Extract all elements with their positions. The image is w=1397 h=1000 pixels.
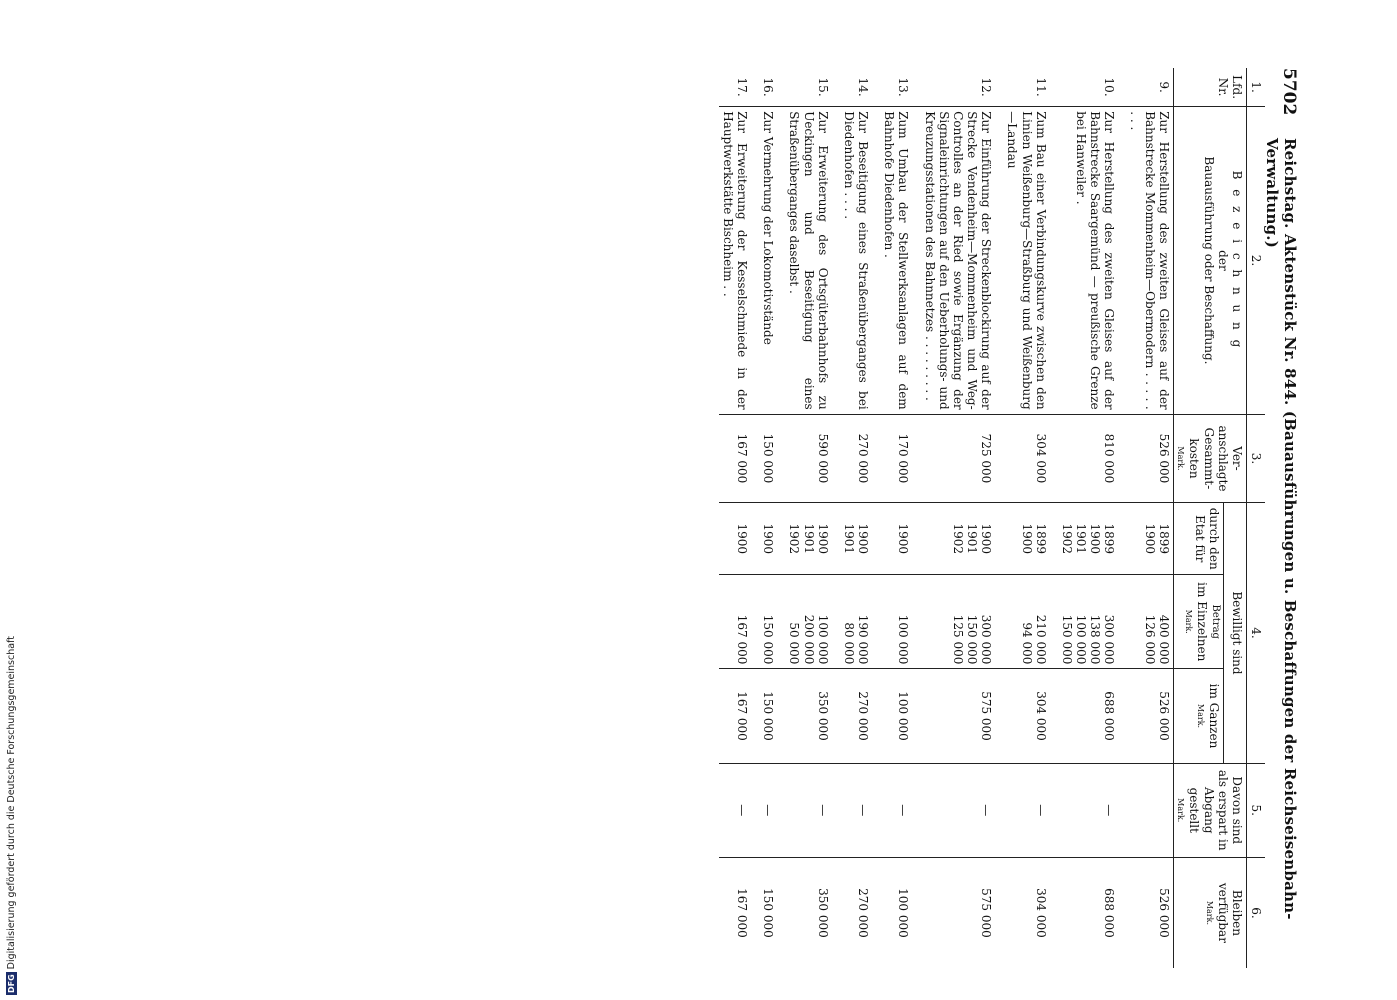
table-row bbox=[1003, 68, 1057, 968]
row-erspart: — bbox=[920, 763, 1003, 857]
row-verfuegbar: 350 000 bbox=[785, 857, 839, 968]
row-number: 14. bbox=[856, 77, 871, 97]
etat-year: 1900 bbox=[896, 523, 911, 554]
einzel-betrag: 80 000 bbox=[841, 622, 856, 665]
row-einzelnen bbox=[759, 575, 785, 669]
row-etat-years bbox=[920, 503, 1003, 575]
einzel-betrag: 300 000 bbox=[979, 614, 994, 665]
page-header bbox=[1265, 68, 1305, 968]
table-row bbox=[920, 68, 1003, 968]
col-number-4: 4. bbox=[1246, 503, 1265, 763]
etat-year: 1900 bbox=[735, 523, 750, 554]
header-verfuegbar: Bleiben verfügbar Mark. bbox=[1173, 857, 1246, 968]
einzel-betrag: 190 000 bbox=[856, 614, 871, 665]
row-verfuegbar: 526 000 bbox=[1126, 857, 1173, 968]
row-description: Zur Vermehrung der Lokomotivstände bbox=[759, 107, 785, 414]
row-einzelnen bbox=[1058, 575, 1127, 669]
row-ganzen: 350 000 bbox=[785, 669, 839, 763]
etat-year: 1900 bbox=[815, 523, 830, 554]
row-description: Zur Herstellung des zweiten Gleises auf der Bahnstrecke Mommenheim—Obermodern . . . . . . . . bbox=[1126, 107, 1173, 414]
row-number: 13. bbox=[896, 77, 911, 97]
row-ganzen: 526 000 bbox=[1126, 669, 1173, 763]
row-etat-years bbox=[840, 503, 880, 575]
einzel-betrag: 150 000 bbox=[965, 614, 980, 665]
header-ganzen: im Ganzen Mark. bbox=[1173, 669, 1223, 763]
row-number: 11. bbox=[1033, 77, 1048, 97]
row-einzelnen bbox=[1126, 575, 1173, 669]
row-erspart: — bbox=[1003, 763, 1057, 857]
table-row bbox=[785, 68, 839, 968]
etat-year: 1899 bbox=[1033, 523, 1048, 554]
header-etat: durch den Etat für bbox=[1173, 503, 1223, 575]
row-ganzen: 304 000 bbox=[1003, 669, 1057, 763]
row-number: 12. bbox=[979, 77, 994, 97]
row-description: Zur Einführung der Streckenblockirung auf der Strecke Vendenheim—Mommenheim und Weg-Controlles an der Ried sowie Ergänzung der Signaleinrichtungen auf den Ueberholungs- und Kreuzungsstationen des Bahnnetzes . . . . . . . . . bbox=[920, 107, 1003, 414]
einzel-betrag: 94 000 bbox=[1019, 622, 1034, 665]
row-ganzen: 575 000 bbox=[920, 669, 1003, 763]
einzel-betrag: 200 000 bbox=[801, 614, 816, 665]
row-etat-years bbox=[1003, 503, 1057, 575]
einzel-betrag: 125 000 bbox=[950, 614, 965, 665]
etat-year: 1900 bbox=[856, 523, 871, 554]
rotated-document-page bbox=[80, 68, 1305, 968]
row-description: Zum Bau einer Verbindungskurve zwischen den Linien Weißenburg—Straßburg und Weißenburg—Landau bbox=[1003, 107, 1057, 414]
row-number: 9. bbox=[1156, 81, 1171, 93]
row-einzelnen bbox=[1003, 575, 1057, 669]
row-kosten: 150 000 bbox=[759, 414, 785, 503]
row-description: Zur Erweiterung des Ortsgüterbahnhofs zu Ueckingen und Beseitigung eines Straßenüberganges daselbst . bbox=[785, 107, 839, 414]
einzel-betrag: 100 000 bbox=[815, 614, 830, 665]
einzel-betrag: 150 000 bbox=[761, 614, 776, 665]
row-etat-years bbox=[719, 503, 759, 575]
row-description: Zum Umbau der Stellwerksanlagen auf dem Bahnhofe Diedenhofen . bbox=[880, 107, 920, 414]
row-kosten: 304 000 bbox=[1003, 414, 1057, 503]
etat-year: 1902 bbox=[1059, 523, 1074, 554]
header-lfd-nr: Lfd. Nr. bbox=[1173, 68, 1246, 107]
row-verfuegbar: 167 000 bbox=[719, 857, 759, 968]
credit-text: Digitalisierung gefördert durch die Deutsche Forschungsgemeinschaft bbox=[6, 636, 17, 970]
row-etat-years bbox=[1058, 503, 1127, 575]
row-description: Zur Beseitigung eines Straßenüberganges bei Diedenhofen . . . . bbox=[840, 107, 880, 414]
page-number: 5702 bbox=[1279, 68, 1299, 116]
etat-year: 1900 bbox=[1088, 523, 1103, 554]
row-verfuegbar: 100 000 bbox=[880, 857, 920, 968]
row-verfuegbar: 150 000 bbox=[759, 857, 785, 968]
header-einzelnen: Betrag im Einzelnen Mark. bbox=[1173, 575, 1223, 669]
row-etat-years bbox=[880, 503, 920, 575]
row-ganzen: 270 000 bbox=[840, 669, 880, 763]
col-number-3: 3. bbox=[1246, 414, 1265, 503]
table-row bbox=[1126, 68, 1173, 968]
row-erspart: — bbox=[1058, 763, 1127, 857]
row-ganzen: 150 000 bbox=[759, 669, 785, 763]
einzel-betrag: 300 000 bbox=[1102, 614, 1117, 665]
row-kosten: 270 000 bbox=[840, 414, 880, 503]
row-description: Zur Erweiterung der Kesselschmiede in der Hauptwerkstätte Bischheim . . bbox=[719, 107, 759, 414]
row-erspart: — bbox=[719, 763, 759, 857]
table-row bbox=[759, 68, 785, 968]
col-number-2: 2. bbox=[1246, 107, 1265, 414]
etat-year: 1900 bbox=[1019, 523, 1034, 554]
row-erspart: — bbox=[840, 763, 880, 857]
etat-year: 1900 bbox=[979, 523, 994, 554]
etat-year: 1899 bbox=[1156, 523, 1171, 554]
table-row bbox=[1058, 68, 1127, 968]
row-description: Zur Herstellung des zweiten Gleises auf der Bahnstrecke Saargemünd — preußische Grenze bei Hanweiler . bbox=[1058, 107, 1127, 414]
table-body bbox=[719, 68, 1173, 968]
row-ganzen: 688 000 bbox=[1058, 669, 1127, 763]
einzel-betrag: 126 000 bbox=[1142, 614, 1157, 665]
einzel-betrag: 167 000 bbox=[735, 614, 750, 665]
row-number: 16. bbox=[761, 77, 776, 97]
einzel-betrag: 210 000 bbox=[1033, 614, 1048, 665]
row-verfuegbar: 270 000 bbox=[840, 857, 880, 968]
row-etat-years bbox=[1126, 503, 1173, 575]
etat-year: 1901 bbox=[1074, 523, 1088, 554]
row-verfuegbar: 688 000 bbox=[1058, 857, 1127, 968]
row-etat-years bbox=[785, 503, 839, 575]
row-verfuegbar: 575 000 bbox=[920, 857, 1003, 968]
table-row bbox=[880, 68, 920, 968]
row-kosten: 810 000 bbox=[1058, 414, 1127, 503]
col-number-5: 5. bbox=[1246, 763, 1265, 857]
row-erspart: — bbox=[880, 763, 920, 857]
einzel-betrag: 50 000 bbox=[787, 622, 802, 665]
col-number-6: 6. bbox=[1246, 857, 1265, 968]
row-einzelnen bbox=[719, 575, 759, 669]
row-kosten: 526 000 bbox=[1126, 414, 1173, 503]
etat-year: 1901 bbox=[801, 523, 816, 554]
row-einzelnen bbox=[785, 575, 839, 669]
einzel-betrag: 150 000 bbox=[1059, 614, 1074, 665]
einzel-betrag: 400 000 bbox=[1156, 614, 1171, 665]
budget-table bbox=[719, 68, 1265, 968]
col-number-1: 1. bbox=[1246, 68, 1265, 107]
row-erspart: — bbox=[759, 763, 785, 857]
row-number: 17. bbox=[735, 77, 750, 97]
row-ganzen: 167 000 bbox=[719, 669, 759, 763]
dfg-logo: DFG bbox=[7, 974, 16, 993]
etat-year: 1902 bbox=[950, 523, 965, 554]
etat-year: 1899 bbox=[1102, 523, 1117, 554]
row-einzelnen bbox=[880, 575, 920, 669]
row-kosten: 167 000 bbox=[719, 414, 759, 503]
page-title: Reichstag. Aktenstück Nr. 844. (Bauausführungen u. Beschaffungen der Reichseisenbahn-Verwaltung.) bbox=[1263, 138, 1299, 920]
etat-year: 1902 bbox=[787, 523, 802, 554]
etat-year: 1900 bbox=[1142, 523, 1157, 554]
row-erspart bbox=[1126, 763, 1173, 857]
row-kosten: 725 000 bbox=[920, 414, 1003, 503]
row-number: 15. bbox=[815, 77, 830, 97]
row-number: 10. bbox=[1102, 77, 1117, 97]
etat-year: 1901 bbox=[965, 523, 980, 554]
row-etat-years bbox=[759, 503, 785, 575]
etat-year: 1901 bbox=[841, 523, 856, 554]
row-kosten: 590 000 bbox=[785, 414, 839, 503]
einzel-betrag: 138 000 bbox=[1088, 614, 1103, 665]
row-verfuegbar: 304 000 bbox=[1003, 857, 1057, 968]
row-einzelnen bbox=[840, 575, 880, 669]
einzel-betrag: 100 000 bbox=[1074, 614, 1088, 665]
header-bewilligt: Bewilligt sind bbox=[1224, 503, 1247, 763]
table-row bbox=[840, 68, 880, 968]
row-erspart: — bbox=[785, 763, 839, 857]
header-erspart: Davon sind als erspart in Abgang gestellt Mark. bbox=[1173, 763, 1246, 857]
row-einzelnen bbox=[920, 575, 1003, 669]
digitization-credit bbox=[6, 636, 17, 995]
header-bezeichnung: B e z e i c h n u n g der Bauausführung oder Beschaffung. bbox=[1173, 107, 1246, 414]
table-row bbox=[719, 68, 759, 968]
row-ganzen: 100 000 bbox=[880, 669, 920, 763]
etat-year: 1900 bbox=[761, 523, 776, 554]
header-kosten: Ver- anschlagte Gesammt- kosten Mark. bbox=[1173, 414, 1246, 503]
einzel-betrag: 100 000 bbox=[896, 614, 911, 665]
row-kosten: 170 000 bbox=[880, 414, 920, 503]
